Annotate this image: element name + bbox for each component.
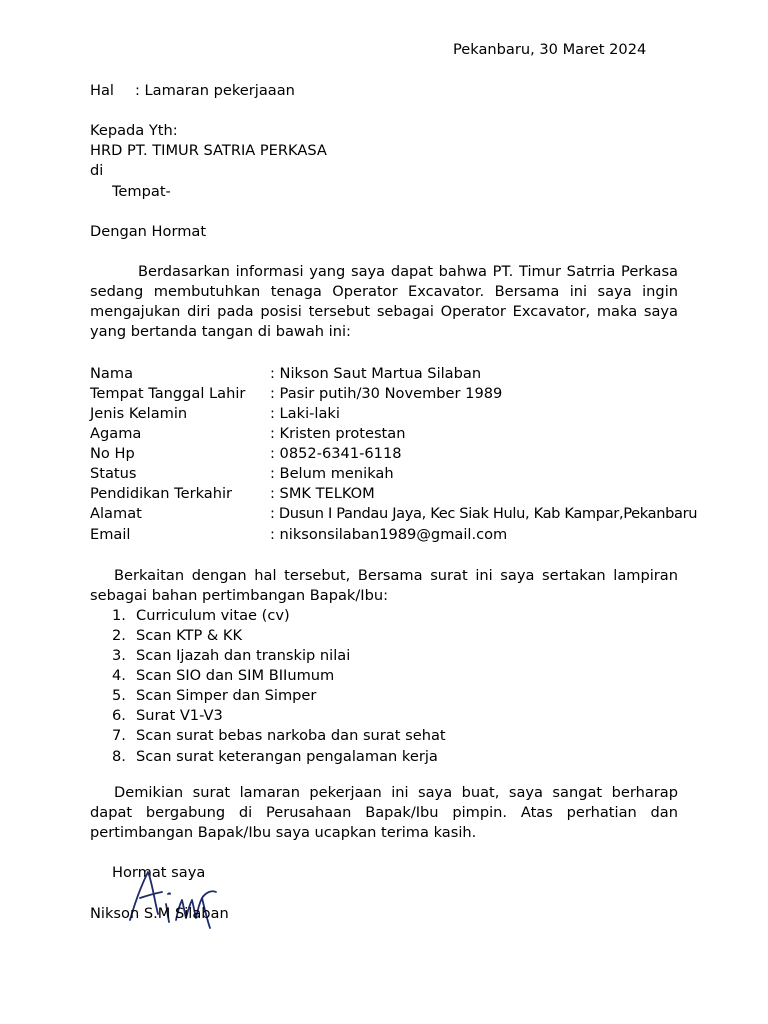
closing-paragraph bbox=[90, 783, 678, 843]
info-value: : Kristen protestan bbox=[270, 425, 406, 442]
info-label: Email bbox=[90, 526, 131, 543]
list-text: Scan KTP & KK bbox=[136, 627, 243, 644]
info-row bbox=[90, 444, 690, 464]
subject-label: Hal bbox=[90, 82, 114, 99]
intro-paragraph-text: Berdasarkan informasi yang saya dapat bahwa PT. Timur Satrria Perkasa sedang membutuhkan tenaga Operator Excavator. Bersama ini saya ingin mengajukan diri pada posisi tersebut sebagai Operator Excavator, maka saya yang bertanda tangan di bawah ini: bbox=[90, 263, 678, 340]
list-item bbox=[112, 666, 334, 686]
list-text: Scan Simper dan Simper bbox=[136, 687, 317, 704]
list-number: 1. bbox=[112, 607, 126, 624]
recipient-greeting: Kepada Yth: bbox=[90, 122, 178, 139]
list-number: 7. bbox=[112, 727, 126, 744]
info-label: Alamat bbox=[90, 505, 142, 522]
recipient-name: HRD PT. TIMUR SATRIA PERKASA bbox=[90, 142, 327, 159]
subject-line bbox=[90, 81, 295, 101]
closing-paragraph-text: Demikian surat lamaran pekerjaan ini saya buat, saya sangat berharap dapat bergabung di Perusahaan Bapak/Ibu pimpin. Atas perhatian dan pertimbangan Bapak/Ibu saya ucapkan terima kasih. bbox=[90, 784, 678, 841]
info-row bbox=[90, 404, 690, 424]
info-row bbox=[90, 484, 690, 504]
salutation: Dengan Hormat bbox=[90, 223, 207, 240]
list-item bbox=[112, 686, 316, 706]
info-value: : Dusun I Pandau Jaya, Kec Siak Hulu, Kab Kampar,Pekanbaru bbox=[270, 505, 698, 522]
list-item bbox=[112, 747, 438, 767]
list-number: 5. bbox=[112, 687, 126, 704]
info-value: : Nikson Saut Martua Silaban bbox=[270, 365, 482, 382]
info-row bbox=[90, 424, 690, 444]
list-text: Scan surat bebas narkoba dan surat sehat bbox=[136, 727, 446, 744]
list-item bbox=[112, 646, 350, 666]
list-text: Scan SIO dan SIM BIIumum bbox=[136, 667, 335, 684]
info-value: : Belum menikah bbox=[270, 465, 394, 482]
info-value: : Pasir putih/30 November 1989 bbox=[270, 385, 503, 402]
sign-off: Hormat saya bbox=[112, 864, 206, 881]
info-row bbox=[90, 364, 690, 384]
info-row bbox=[90, 525, 690, 545]
info-value: : niksonsilaban1989@gmail.com bbox=[270, 526, 508, 543]
list-number: 3. bbox=[112, 647, 126, 664]
list-item bbox=[112, 726, 446, 746]
attachments-intro-text: Berkaitan dengan hal tersebut, Bersama surat ini saya sertakan lampiran sebagai bahan pertimbangan Bapak/Ibu: bbox=[90, 567, 678, 604]
signer-name: Nikson S.M Silaban bbox=[90, 905, 229, 922]
list-text: Scan Ijazah dan transkip nilai bbox=[136, 647, 351, 664]
intro-paragraph bbox=[90, 262, 678, 342]
list-number: 6. bbox=[112, 707, 126, 724]
info-label: Pendidikan Terkahir bbox=[90, 485, 233, 502]
info-label: Status bbox=[90, 465, 137, 482]
info-row bbox=[90, 464, 690, 484]
place-date: Pekanbaru, 30 Maret 2024 bbox=[453, 41, 647, 58]
list-number: 4. bbox=[112, 667, 126, 684]
list-text: Surat V1-V3 bbox=[136, 707, 223, 724]
list-item bbox=[112, 706, 223, 726]
info-value: : 0852-6341-6118 bbox=[270, 445, 402, 462]
info-value: : SMK TELKOM bbox=[270, 485, 375, 502]
recipient-at: di bbox=[90, 162, 104, 179]
list-item bbox=[112, 626, 242, 646]
list-text: Curriculum vitae (cv) bbox=[136, 607, 290, 624]
info-label: No Hp bbox=[90, 445, 135, 462]
list-text: Scan surat keterangan pengalaman kerja bbox=[136, 748, 438, 765]
attachments-intro bbox=[90, 566, 678, 606]
info-label: Agama bbox=[90, 425, 142, 442]
info-label: Nama bbox=[90, 365, 134, 382]
info-label: Tempat Tanggal Lahir bbox=[90, 385, 246, 402]
list-item bbox=[112, 606, 290, 626]
subject-value: : Lamaran pekerjaaan bbox=[135, 82, 295, 99]
list-number: 2. bbox=[112, 627, 126, 644]
handwritten-signature bbox=[118, 858, 228, 938]
list-number: 8. bbox=[112, 748, 126, 765]
info-value: : Laki-laki bbox=[270, 405, 340, 422]
recipient-place: Tempat- bbox=[112, 183, 171, 200]
info-label: Jenis Kelamin bbox=[90, 405, 188, 422]
info-row bbox=[90, 504, 698, 524]
info-row bbox=[90, 384, 690, 404]
